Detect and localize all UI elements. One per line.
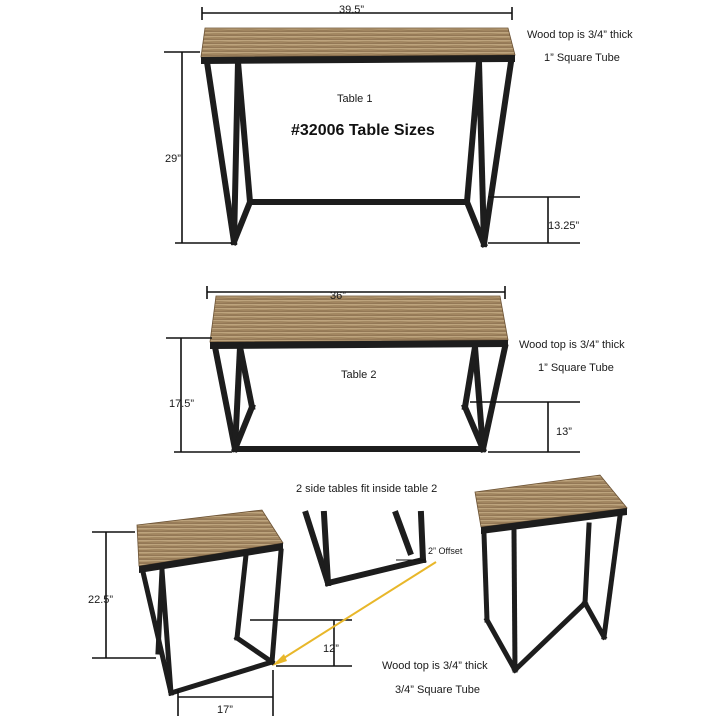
side-table-width-label: 17” [217, 704, 233, 716]
table-2-tube-note: 1” Square Tube [538, 362, 614, 374]
table-2-label: Table 2 [341, 369, 377, 381]
side-table-depth-label: 12” [323, 643, 339, 655]
table-2-wood-top [210, 296, 508, 342]
table-1-frame [207, 62, 511, 244]
offset-label: 2” Offset [428, 546, 463, 556]
table-2-crossbar-height-label: 13” [556, 426, 572, 438]
side-table-height-label: 22.5” [88, 594, 114, 606]
side-table-right-frame [484, 516, 620, 670]
page-title: #32006 Table Sizes [291, 122, 435, 139]
side-table-tube-note: 3/4” Square Tube [395, 684, 481, 696]
table-1-crossbar-height-label: 13.25” [548, 220, 580, 232]
table-1-height-label: 29” [165, 153, 181, 165]
table-1-tube-note: 1” Square Tube [544, 52, 620, 64]
table-2-frame [215, 347, 505, 449]
table-2-height-label: 17.5” [169, 398, 195, 410]
side-table-wood-top-note: Wood top is 3/4” thick [382, 660, 488, 672]
table-1-wood-top [201, 28, 515, 57]
side-tables-caption: 2 side tables fit inside table 2 [296, 483, 438, 495]
side-table-left-frame [143, 551, 281, 693]
table-1-label: Table 1 [337, 93, 373, 105]
side-table-right-illustration [475, 475, 627, 670]
table-1-width-label: 39.5” [339, 4, 365, 16]
table-2-wood-top-note: Wood top is 3/4” thick [519, 339, 625, 351]
leg-offset-detail [306, 514, 423, 583]
table-1-wood-top-note: Wood top is 3/4” thick [527, 29, 633, 41]
table-2-width-label: 36” [330, 290, 346, 302]
side-table-left-illustration [137, 510, 283, 693]
